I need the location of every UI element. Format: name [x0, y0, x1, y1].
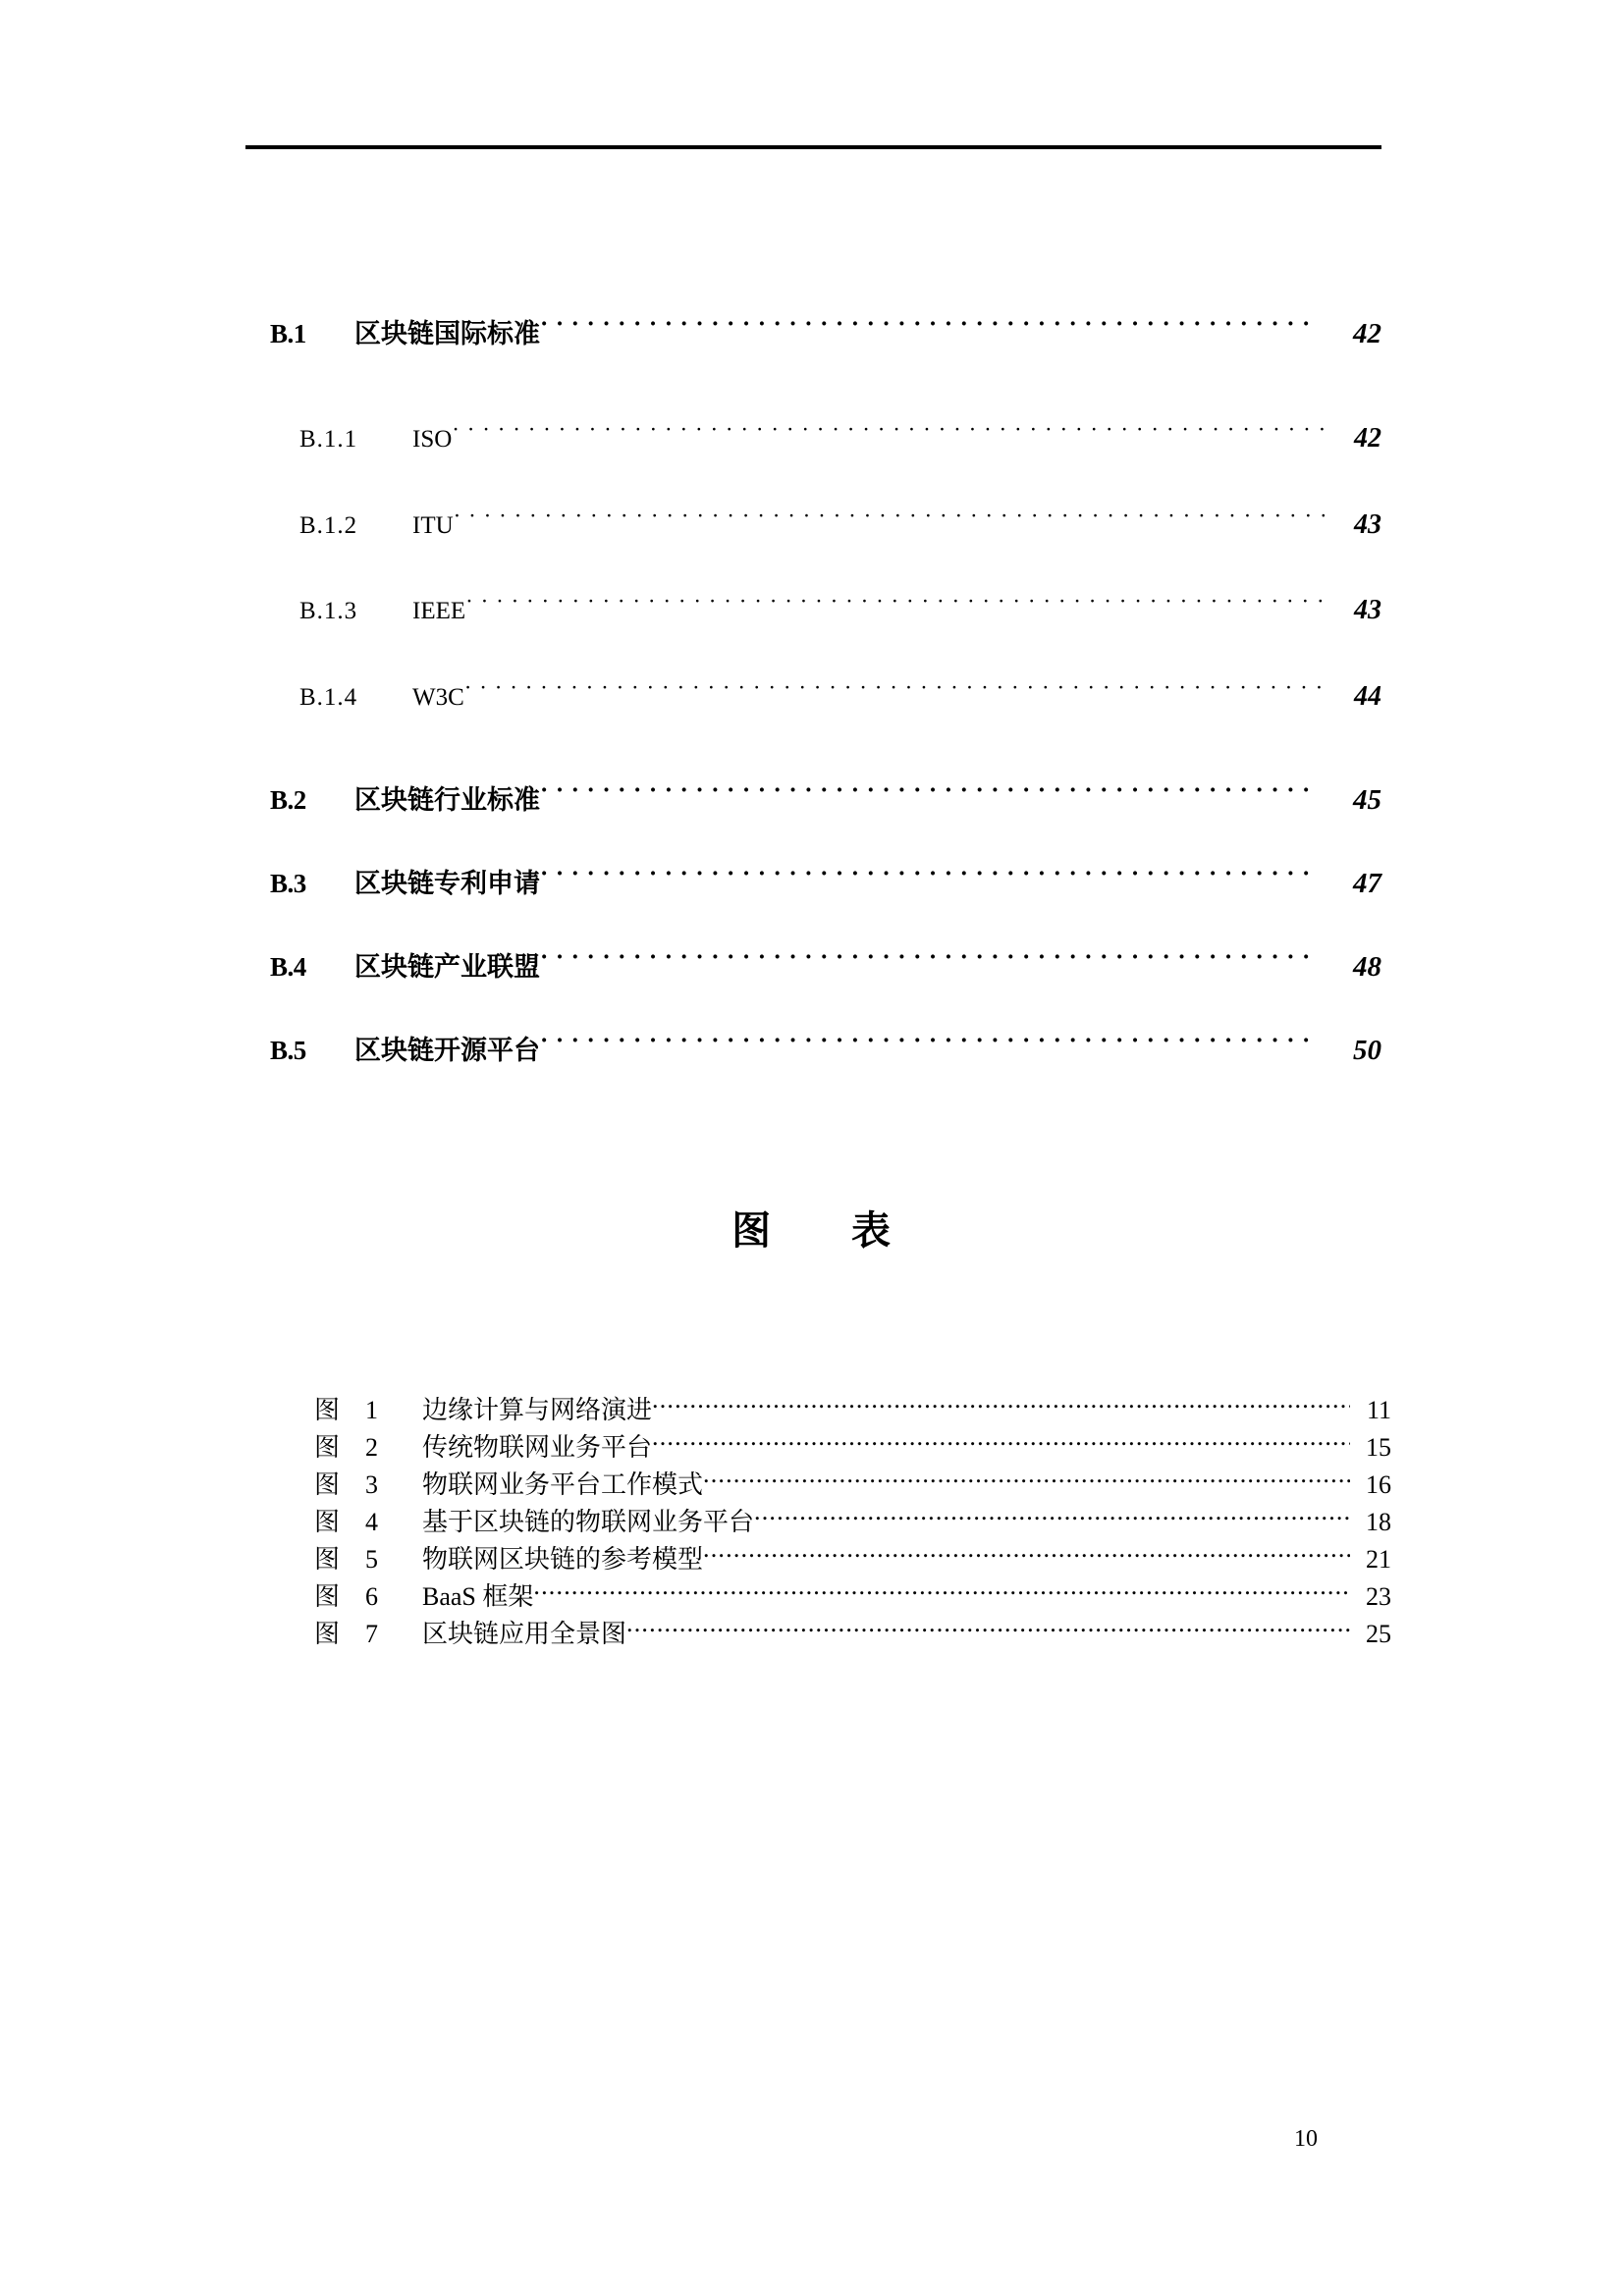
toc-entry-number: B.1.1	[299, 426, 358, 453]
figure-label: 图	[314, 1433, 341, 1462]
figure-label: 图	[314, 1396, 341, 1424]
toc-entry-page: 42	[1354, 423, 1381, 454]
figure-title: 传统物联网业务平台	[422, 1433, 653, 1462]
figure-entry-6[interactable]	[314, 1578, 1391, 1616]
figure-title: 物联网业务平台工作模式	[422, 1470, 704, 1499]
figure-page: 16	[1366, 1470, 1391, 1499]
toc-entry-title: ISO	[412, 426, 453, 453]
figures-heading-right: 表	[850, 1208, 893, 1254]
figure-label: 图	[314, 1582, 341, 1611]
toc-entry-number: B.3	[270, 869, 306, 898]
figure-number: 5	[365, 1545, 378, 1574]
figure-leader-dots	[703, 1542, 1350, 1568]
toc-entry-b4[interactable]	[270, 945, 1381, 984]
toc-entry-b2[interactable]	[270, 778, 1381, 817]
toc-entry-number: B.2	[270, 785, 306, 815]
toc-entry-b13[interactable]	[299, 594, 1381, 626]
toc-leader-dots	[540, 316, 1317, 343]
toc-entry-page: 43	[1354, 595, 1381, 625]
figure-page: 23	[1366, 1582, 1391, 1611]
figure-entry-7[interactable]	[314, 1616, 1391, 1653]
toc-entry-number: B.4	[270, 952, 306, 982]
figure-page: 11	[1366, 1396, 1391, 1424]
figure-page: 15	[1366, 1433, 1391, 1462]
toc-entry-page: 48	[1353, 951, 1381, 983]
figure-number: 7	[365, 1620, 378, 1648]
figure-list	[314, 1392, 1391, 1653]
toc-entry-b12[interactable]	[299, 508, 1381, 541]
toc-entry-title: 区块链产业联盟	[354, 952, 540, 983]
toc-entry-b11[interactable]	[299, 422, 1381, 454]
figure-page: 21	[1366, 1545, 1391, 1574]
toc-entry-page: 50	[1353, 1035, 1381, 1066]
toc-entry-page: 45	[1353, 784, 1381, 816]
toc-entry-b14[interactable]	[299, 680, 1381, 713]
toc-entry-title: IEEE	[412, 598, 466, 624]
figure-number: 1	[365, 1396, 378, 1424]
header-rule	[245, 145, 1381, 149]
toc-entry-number: B.5	[270, 1036, 306, 1065]
figure-entry-4[interactable]	[314, 1504, 1391, 1541]
toc-leader-dots	[464, 680, 1325, 705]
figure-title: 区块链应用全景图	[422, 1620, 627, 1648]
figure-title: BaaS 框架	[422, 1582, 534, 1611]
figure-number: 6	[365, 1582, 378, 1611]
figure-number: 3	[365, 1470, 378, 1499]
toc-entry-b5[interactable]	[270, 1029, 1381, 1067]
toc-leader-dots	[452, 422, 1325, 447]
figure-entry-5[interactable]	[314, 1541, 1391, 1578]
figure-entry-2[interactable]	[314, 1429, 1391, 1467]
figure-label: 图	[314, 1620, 341, 1648]
page-number: 10	[1294, 2126, 1318, 2152]
figure-label: 图	[314, 1470, 341, 1499]
figure-leader-dots	[652, 1393, 1350, 1418]
toc-entry-page: 47	[1353, 868, 1381, 899]
toc-entry-b3[interactable]	[270, 862, 1381, 900]
toc-leader-dots	[540, 866, 1317, 892]
figures-heading-left: 图	[731, 1208, 774, 1254]
toc-leader-dots	[454, 508, 1325, 533]
toc-entry-number: B.1.3	[299, 598, 358, 624]
figure-leader-dots	[703, 1468, 1350, 1493]
toc-entry-title: 区块链行业标准	[354, 785, 540, 816]
toc-entry-number: B.1	[270, 319, 306, 348]
toc-entry-number: B.1.4	[299, 684, 358, 711]
figure-page: 18	[1366, 1508, 1391, 1536]
figure-page: 25	[1366, 1620, 1391, 1648]
figure-leader-dots	[626, 1617, 1350, 1642]
toc-entry-title: 区块链国际标准	[354, 319, 540, 349]
toc-entry-title: ITU	[412, 512, 454, 539]
figure-entry-1[interactable]	[314, 1392, 1391, 1429]
toc-entry-page: 44	[1354, 681, 1381, 712]
toc-leader-dots	[540, 949, 1317, 976]
toc-entry-b1[interactable]	[270, 312, 1381, 350]
figure-title: 物联网区块链的参考模型	[422, 1545, 704, 1574]
toc-leader-dots	[540, 782, 1317, 809]
toc-entry-page: 43	[1354, 509, 1381, 540]
figure-number: 2	[365, 1433, 378, 1462]
figure-title: 基于区块链的物联网业务平台	[422, 1508, 755, 1536]
figure-label: 图	[314, 1508, 341, 1536]
toc-leader-dots	[540, 1033, 1317, 1059]
figure-entry-3[interactable]	[314, 1467, 1391, 1504]
toc-entry-title: 区块链专利申请	[354, 869, 540, 899]
figures-section-heading	[0, 1200, 1624, 1255]
figure-title: 边缘计算与网络演进	[422, 1396, 653, 1424]
toc-entry-title: W3C	[412, 684, 464, 711]
toc-entry-number: B.1.2	[299, 512, 358, 539]
toc-entry-title: 区块链开源平台	[354, 1036, 540, 1066]
figure-number: 4	[365, 1508, 378, 1536]
figure-leader-dots	[652, 1430, 1350, 1456]
figure-leader-dots	[533, 1579, 1350, 1605]
toc-leader-dots	[465, 594, 1325, 618]
toc-entry-page: 42	[1353, 318, 1381, 349]
figure-label: 图	[314, 1545, 341, 1574]
figure-leader-dots	[754, 1505, 1350, 1530]
